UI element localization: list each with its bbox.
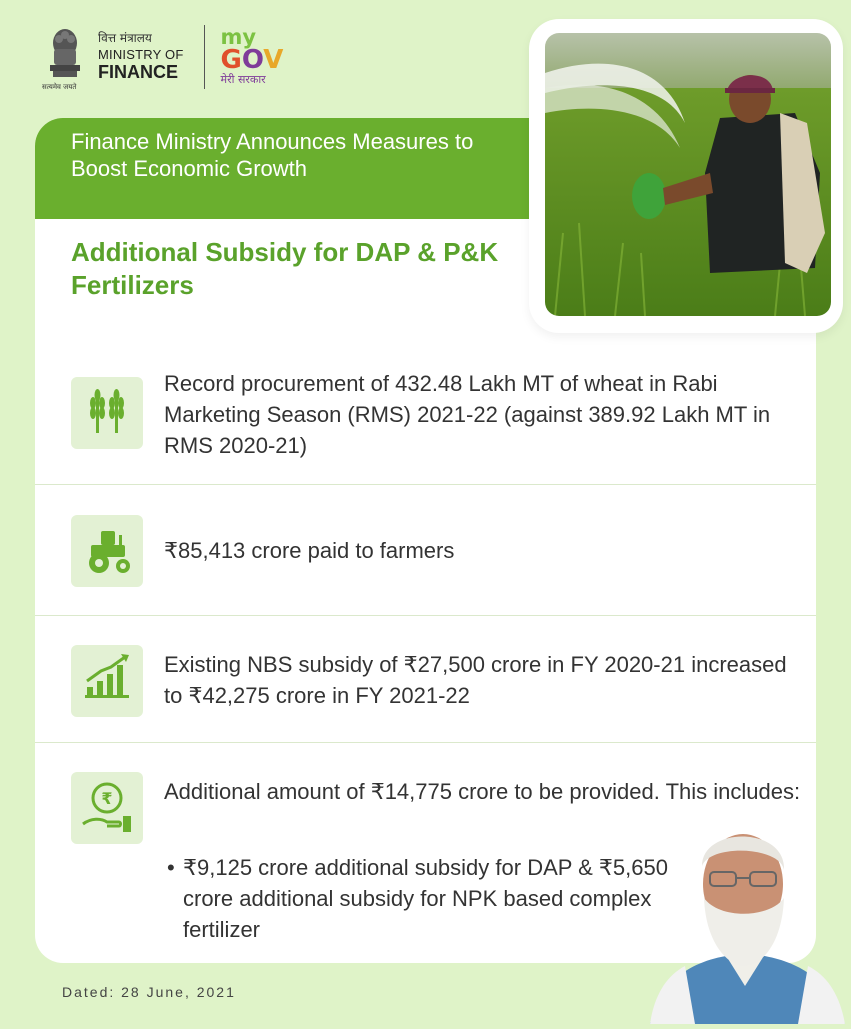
page-subtitle: Additional Subsidy for DAP & P&K Fertilizers: [71, 237, 499, 300]
rupee-hand-icon: [71, 772, 143, 844]
divider: [35, 484, 816, 485]
farmer-photo: [545, 33, 831, 316]
growth-chart-icon: [71, 645, 143, 717]
divider: [35, 615, 816, 616]
item-text: Additional amount of ₹14,775 crore to be provided. This includes:: [164, 779, 801, 804]
tractor-icon: [71, 515, 143, 587]
header: [44, 22, 283, 92]
item-text: Record procurement of 432.48 Lakh MT of wheat in Rabi Marketing Season (RMS) 2021-22 (against 389.92 Lakh MT in RMS 2020-21): [164, 371, 771, 458]
ministry-hindi: वित्त मंत्रालय: [98, 31, 152, 46]
national-emblem-logo: [44, 25, 86, 89]
photo-frame: [529, 19, 843, 333]
wheat-icon: [71, 377, 143, 449]
item-text: Existing NBS subsidy of ₹27,500 crore in FY 2020-21 increased to ₹42,275 crore in FY 2021-22: [164, 652, 787, 708]
dated-label: Dated: 28 June, 2021: [62, 984, 236, 1000]
bullet-dot: •: [167, 855, 175, 880]
emblem-caption: सत्यमेव जयते: [42, 83, 77, 91]
ministry-line2: FINANCE: [98, 61, 178, 82]
svg-text:₹: ₹: [101, 789, 113, 808]
title-band: [35, 118, 565, 219]
mygov-gov: GOV: [220, 45, 284, 76]
item-text: ₹85,413 crore paid to farmers: [164, 538, 455, 563]
ministry-of-finance-logo: [98, 32, 184, 81]
divider: [35, 742, 816, 743]
bullet-text: ₹9,125 crore additional subsidy for DAP & ₹5,650 crore additional subsidy for NPK based complex fertilizer: [183, 855, 668, 942]
mygov-tagline: मेरी सरकार: [220, 73, 266, 87]
portrait-photo: [640, 826, 851, 1024]
mygov-my: my: [220, 25, 257, 50]
mygov-logo: [220, 25, 284, 87]
header-divider: [204, 25, 205, 89]
ministry-line1: MINISTRY OF: [98, 47, 184, 63]
page-title: Finance Ministry Announces Measures to Boost Economic Growth: [71, 129, 474, 181]
